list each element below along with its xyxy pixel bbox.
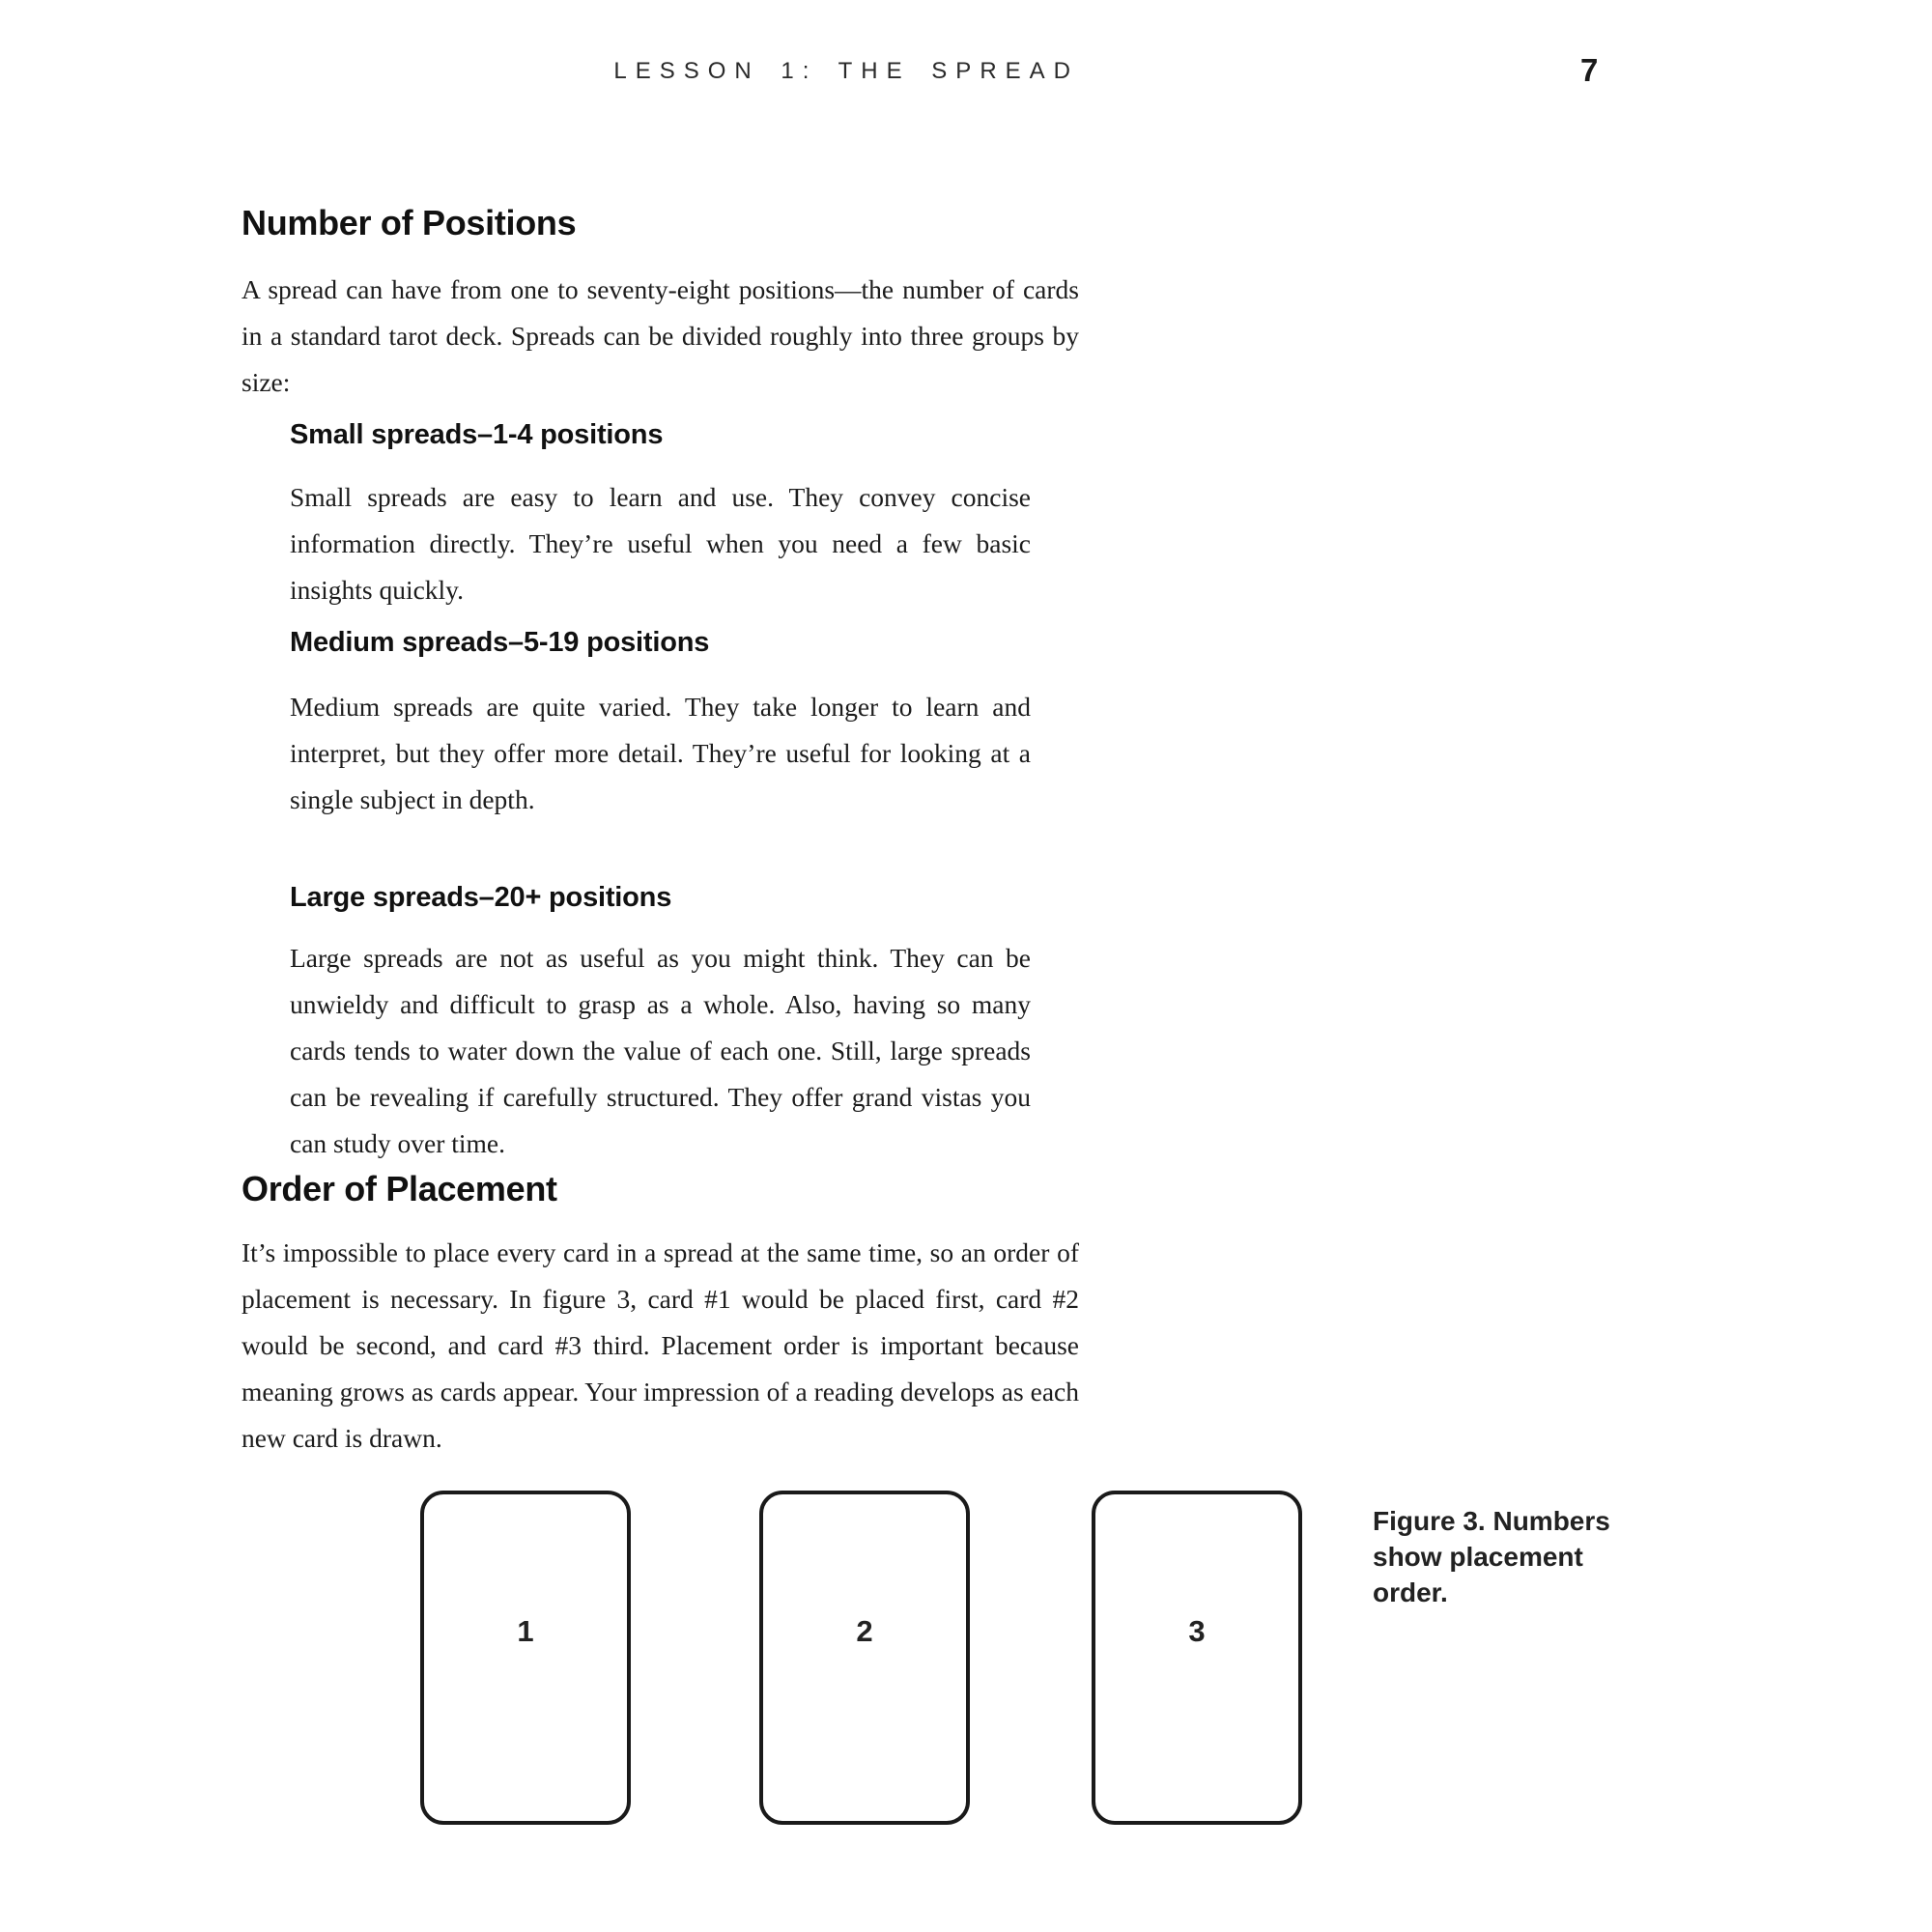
figure-caption: Figure 3. Numbers show placement order. [1373,1506,1610,1607]
paragraph-medium-spreads: Medium spreads are quite varied. They take longer to learn and interpret, but they offer more detail. They’re useful for looking at a single subject in depth. [290,692,1031,814]
paragraph-small-spreads: Small spreads are easy to learn and use. They convey concise information directly. They’re useful when you need a few basic insights quickly. [290,482,1031,605]
subheading-medium-spreads: Medium spreads–5-19 positions [290,627,710,658]
card-number-2: 2 [856,1613,873,1648]
paragraph-order-of-placement: It’s impossible to place every card in a spread at the same time, so an order of placement is necessary. In figure 3, card #1 would be placed first, card #2 would be second, and card #3 third. Placement order is important because meaning grows as cards appear. Your impression of a reading develops as each new card is drawn. [242,1237,1079,1453]
paragraph-intro: A spread can have from one to seventy-eight positions—the number of cards in a standard tarot deck. Spreads can be divided roughly into three groups by size: [242,274,1079,397]
section-title-order-of-placement: Order of Placement [242,1169,557,1208]
paragraph-large-spreads: Large spreads are not as useful as you might think. They can be unwieldy and difficult to grasp as a whole. Also, having so many cards tends to water down the value of each one. Still, large spreads can be revealing if carefully structured. They offer grand vistas you can study over time. [290,943,1031,1158]
running-head: LESSON 1: THE SPREAD [613,58,1079,84]
section-title-number-of-positions: Number of Positions [242,203,577,242]
tarot-card-position-1 [420,1491,631,1825]
subheading-large-spreads: Large spreads–20+ positions [290,882,672,913]
tarot-card-position-3 [1092,1491,1302,1825]
tarot-card-position-2 [759,1491,970,1825]
card-number-3: 3 [1188,1613,1206,1648]
page-number: 7 [1580,52,1599,88]
subheading-small-spreads: Small spreads–1-4 positions [290,419,664,450]
card-number-1: 1 [517,1613,534,1648]
